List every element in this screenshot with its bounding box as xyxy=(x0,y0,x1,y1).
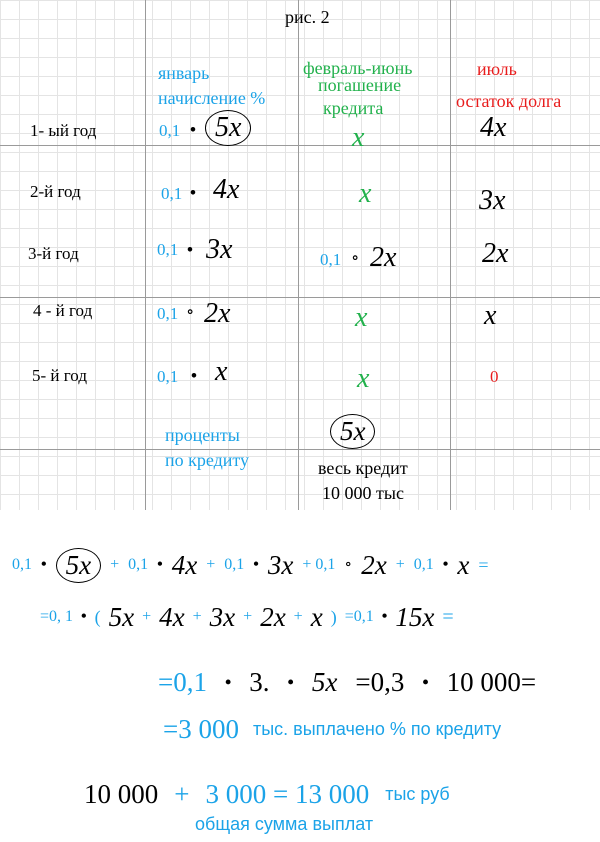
row-5-repay: x xyxy=(357,363,370,394)
header-remainder: остаток долга xyxy=(456,91,562,111)
row-4-remainder: x xyxy=(484,300,497,331)
total-payments-label: общая сумма выплат xyxy=(195,814,374,834)
total-x-circled: 5x xyxy=(330,414,375,449)
calc-line1-piece-12: ∘ xyxy=(344,556,353,573)
row-2-year: 2-й год xyxy=(30,182,81,201)
calc-line1-piece-5: • xyxy=(157,556,163,573)
row-4-coef: 0,1 xyxy=(157,304,179,323)
calc-line3-piece-0: =0,1 xyxy=(158,666,207,697)
calc-line5-piece-2: 3 000 = 13 000 xyxy=(205,778,370,809)
calc-line1-piece-16: • xyxy=(442,556,449,573)
calc-line3-piece-5: =0,3 xyxy=(355,666,405,697)
calc-line2-piece-4: + xyxy=(142,608,152,625)
calc-line4-piece-0: =3 000 xyxy=(163,713,239,744)
calc-line3-piece-2: 3. xyxy=(249,666,270,697)
row-3-year: 3-й год xyxy=(28,244,79,263)
header-repay-2: кредита xyxy=(323,98,384,118)
calc-line5-piece-3: тыс руб xyxy=(385,784,450,804)
table-hline-1 xyxy=(0,145,600,146)
row-3-repay-coef: 0,1 xyxy=(320,250,342,269)
header-january: январь xyxy=(158,63,210,83)
row-2-coef: 0,1 xyxy=(161,184,183,203)
row-2-remainder: 3x xyxy=(479,185,506,216)
header-july: июль xyxy=(477,59,517,79)
calc-line-2 xyxy=(40,600,596,634)
calc-line1-piece-2: 5x xyxy=(56,548,101,583)
table-vline-1 xyxy=(145,0,146,510)
row-3-repay: 2x xyxy=(370,242,397,273)
header-accrual: начисление % xyxy=(158,88,266,108)
calc-line1-piece-3: + xyxy=(110,556,120,573)
row-3-accrual: 3x xyxy=(206,234,233,265)
calc-line2-piece-13: =0,1 xyxy=(344,608,374,625)
row-4-repay: x xyxy=(355,302,368,333)
row-1-year: 1- ый год xyxy=(30,121,97,140)
calc-line1-piece-10: 3x xyxy=(267,549,294,580)
interest-label-1: проценты xyxy=(165,425,240,445)
row-4-accrual: 2x xyxy=(204,298,231,329)
calc-line1-piece-18: = xyxy=(478,555,489,575)
row-4-dot: ∘ xyxy=(186,302,195,321)
row-3-remainder: 2x xyxy=(482,238,509,269)
calc-line1-piece-17: x xyxy=(457,549,470,580)
calc-line1-piece-4: 0,1 xyxy=(128,556,149,573)
calc-line3-piece-7: 10 000= xyxy=(446,666,537,697)
row-2-repay: x xyxy=(359,178,372,209)
row-1-remainder: 4x xyxy=(480,112,507,143)
calc-line1-piece-11: + 0,1 xyxy=(302,556,336,573)
calc-line2-piece-14: • xyxy=(381,608,388,625)
calc-line-1 xyxy=(12,548,598,582)
row-5-remainder: 0 xyxy=(490,367,499,386)
calc-line2-piece-12: ) xyxy=(330,607,337,627)
calc-line2-piece-2: ( xyxy=(94,607,101,627)
header-feb-june: февраль-июнь xyxy=(303,58,413,78)
calc-line5-piece-1: + xyxy=(174,778,190,809)
row-1-dot: • xyxy=(190,120,196,139)
calc-line2-piece-0: =0, 1 xyxy=(40,608,74,625)
calc-line3-piece-3: • xyxy=(287,672,294,692)
calc-line2-piece-5: 4x xyxy=(159,601,185,632)
calc-line4-piece-1: тыс. выплачено % по кредиту xyxy=(252,719,502,739)
row-1-coef: 0,1 xyxy=(159,121,181,140)
row-5-dot: • xyxy=(191,366,197,385)
credit-amount: 10 000 тыс xyxy=(322,483,404,503)
calc-line1-piece-0: 0,1 xyxy=(12,556,32,573)
table-vline-2 xyxy=(298,0,299,510)
calc-line-3 xyxy=(158,665,598,699)
calc-line2-piece-3: 5x xyxy=(108,601,135,632)
row-5-coef: 0,1 xyxy=(157,367,179,386)
calc-line1-piece-15: 0,1 xyxy=(413,556,434,573)
calc-line3-piece-1: • xyxy=(224,672,232,692)
calc-line1-piece-1: • xyxy=(41,556,47,573)
row-2-accrual: 4x xyxy=(213,174,240,205)
calc-line1-piece-14: + xyxy=(395,556,405,573)
calc-line3-piece-4: 5x xyxy=(311,666,338,697)
header-repay-1: погашение xyxy=(318,75,402,95)
row-4-year: 4 - й год xyxy=(33,301,93,320)
calc-line2-piece-1: • xyxy=(81,608,87,625)
calc-line2-piece-9: 2x xyxy=(260,601,286,632)
row-3-repay-dot: ∘ xyxy=(351,248,360,267)
calc-line1-piece-6: 4x xyxy=(171,549,198,580)
row-1-accrual: 5x xyxy=(205,110,251,146)
calc-line1-piece-9: • xyxy=(253,556,259,573)
calc-line2-piece-16: = xyxy=(442,606,454,628)
interest-label-2: по кредиту xyxy=(165,450,250,470)
calc-line2-piece-10: + xyxy=(293,608,303,625)
row-1-repay: x xyxy=(352,122,365,153)
table-hline-2 xyxy=(0,297,600,298)
calc-line2-piece-7: 3x xyxy=(209,601,236,632)
whole-credit-label: весь кредит xyxy=(318,458,408,478)
row-5-accrual: x xyxy=(215,356,228,387)
calc-line2-piece-8: + xyxy=(243,608,253,625)
row-5-year: 5- й год xyxy=(32,366,87,385)
calc-line-5 xyxy=(84,777,598,811)
table-hline-3 xyxy=(0,449,600,450)
row-3-coef: 0,1 xyxy=(157,240,179,259)
table-vline-3 xyxy=(450,0,451,510)
calc-line2-piece-6: + xyxy=(192,608,202,625)
calc-line1-piece-13: 2x xyxy=(361,549,387,580)
row-3-dot: • xyxy=(187,240,193,259)
calc-line3-piece-6: • xyxy=(422,672,429,692)
row-2-dot: • xyxy=(190,183,196,202)
calc-line2-piece-15: 15x xyxy=(395,601,435,632)
calc-line5-piece-0: 10 000 xyxy=(84,778,159,809)
calc-line1-piece-7: + xyxy=(206,556,216,573)
calc-line-4 xyxy=(163,712,598,746)
calc-line2-piece-11: x xyxy=(310,601,323,632)
calc-line1-piece-8: 0,1 xyxy=(224,556,245,573)
figure-caption: рис. 2 xyxy=(285,7,330,27)
